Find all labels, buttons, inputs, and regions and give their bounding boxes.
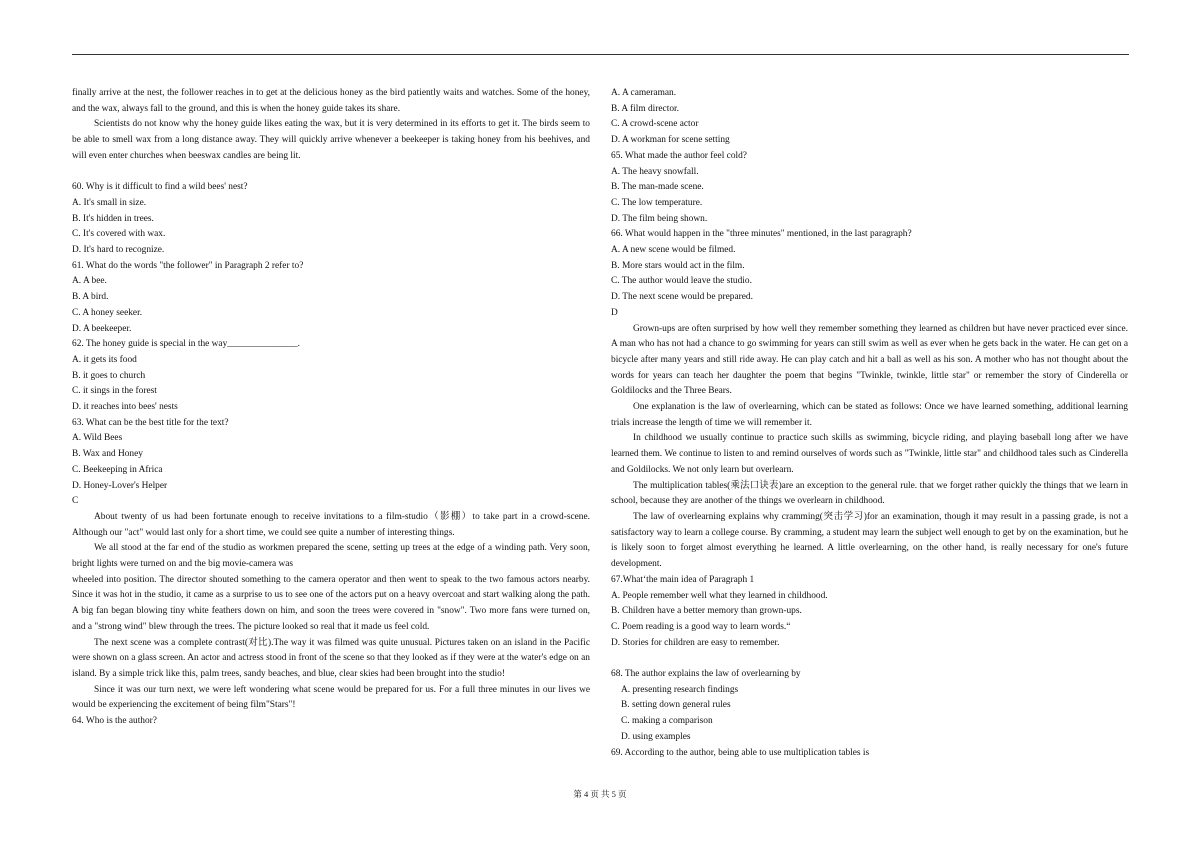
option: C. It's covered with wax.	[72, 229, 166, 240]
page-footer: 第 4 页 共 5 页	[573, 789, 627, 799]
right-column	[611, 86, 1128, 761]
question-61	[72, 259, 590, 338]
question-65-stem: 65. What made the author feel cold?	[611, 150, 747, 161]
option: B. A film director.	[611, 103, 679, 114]
question-67	[611, 573, 1128, 652]
question-63	[72, 416, 590, 495]
option: C. A crowd-scene actor	[611, 119, 699, 130]
option: A. People remember well what they learned in childhood.	[611, 590, 828, 601]
question-68	[611, 667, 1128, 746]
question-64-options	[611, 86, 1128, 149]
question-66-stem: 66. What would happen in the "three minutes" mentioned, in the last paragraph?	[611, 229, 912, 240]
question-69-stem: 69. According to the author, being able to use multiplication tables is	[611, 747, 870, 758]
option: D. it reaches into bees' nests	[72, 402, 178, 413]
question-66	[611, 227, 1128, 306]
question-68-stem: 68. The author explains the law of overlearning by	[611, 669, 801, 679]
option: B. Wax and Honey	[72, 449, 143, 460]
paragraph-scene-setup-cont: wheeled into position. The director shouted something to the camera operator and then went to speak to the two famous actors nearby. Since it was hot in the studio, it came as a surprise to us to see one of the actors put on a heavy overcoat and start walking along the path. A big fan began blowing tiny white feathers down on him, and soon the trees were covered in "snow". Two more fans were turned on, and a "strong wind" blew through the trees. The picture looked so real that it made us feel cold.	[72, 574, 590, 632]
question-62	[72, 337, 590, 416]
question-60-stem: 60. Why is it difficult to find a wild bees' nest?	[72, 182, 248, 193]
option: A. presenting research findings	[621, 684, 739, 695]
option: B. Children have a better memory than grown-ups.	[611, 606, 802, 617]
option: B. it goes to church	[72, 370, 146, 381]
option: B. More stars would act in the film.	[611, 260, 745, 271]
option: D. using examples	[621, 731, 691, 742]
question-64-stem: 64. Who is the author?	[72, 716, 157, 727]
paragraph-scene-setup: We all stood at the far end of the studio as workmen prepared the scene, setting up trees at the edge of a winding path. Very soon, bright lights were turned on and the big movie-camera was	[72, 543, 590, 570]
paragraph-childhood: In childhood we usually continue to practice such skills as swimming, bicycle riding, and playing baseball long after we have learned them. We continue to listen to and remind ourselves of words such as "Twinkle, little star" and childhood tales such as Cinderella and Goldilocks. We not only learn but overlearn.	[611, 433, 1128, 475]
header-rule	[72, 54, 1129, 55]
paragraph-our-turn: Since it was our turn next, we were left wondering what scene would be prepared for us. For a full three minutes in our lives we would be experiencing the excitement of being film"Stars"!	[72, 684, 590, 711]
option: C. The low temperature.	[611, 197, 703, 208]
option: C. it sings in the forest	[72, 386, 157, 397]
paragraph-scientists: Scientists do not know why the honey guide likes eating the wax, but it is very determined in its efforts to get it. The birds seem to be able to smell wax from a long distance away. They will quickly arrive whenever a beekeeper is taking honey from his beehives, and will even enter churches when beeswax candles are being lit.	[72, 119, 590, 161]
option: A. A cameraman.	[611, 88, 677, 98]
question-63-stem: 63. What can be the best title for the text?	[72, 417, 229, 428]
section-label-d: D	[611, 307, 618, 318]
option: D. A beekeeper.	[72, 323, 132, 334]
paragraph-overlearning-law: One explanation is the law of overlearning, which can be stated as follows: Once we have learned something, additional learning trials increase the length of time we will remember it.	[611, 402, 1128, 428]
option: A. The heavy snowfall.	[611, 166, 699, 177]
question-60	[72, 180, 590, 259]
paragraph-multiplication: The multiplication tables(乘法口诀表)are an exception to the general rule. that we forget rather quickly the things that we learn in school, because they are another of the things we overlearn in childhood.	[611, 480, 1128, 507]
paragraph-grown-ups: Grown-ups are often surprised by how well they remember something they learned as children but have never practiced ever since. A man who has not had a chance to go swimming for years can still swim as well as ever when he gets back in the water. He can get on a bicycle after many years and still ride away. He can play catch and hit a ball as well as his son. A mother who has not thought about the words for years can teach her daughter the poem that begins "Twinkle, twinkle, little star" or remember the story of Cinderella or Goldilocks and the Three Bears.	[611, 323, 1128, 397]
section-label-c: C	[72, 496, 79, 507]
paragraph-honey-nest: finally arrive at the nest, the follower reaches in to get at the delicious honey as the bird patiently waits and watches. Some of the honey, and the wax, always fall to the ground, and this is when the honey guide takes its share.	[72, 88, 590, 114]
option: B. A bird.	[72, 292, 109, 303]
option: B. The man-made scene.	[611, 182, 704, 193]
option: D. It's hard to recognize.	[72, 245, 165, 256]
question-61-stem: 61. What do the words "the follower" in Paragraph 2 refer to?	[72, 260, 304, 271]
option: A. It's small in size.	[72, 197, 147, 208]
option: C. Beekeeping in Africa	[72, 464, 163, 475]
option: B. setting down general rules	[621, 700, 731, 711]
option: D. Honey-Lover's Helper	[72, 480, 168, 491]
option: D. The next scene would be prepared.	[611, 292, 753, 303]
option: C. making a comparison	[621, 716, 713, 727]
option: A. A new scene would be filmed.	[611, 245, 736, 256]
option: D. A workman for scene setting	[611, 135, 730, 146]
option: C. Poem reading is a good way to learn words.“	[611, 621, 791, 632]
option: C. The author would leave the studio.	[611, 276, 752, 287]
option: A. Wild Bees	[72, 433, 123, 444]
question-65	[611, 149, 1128, 228]
paragraph-film-studio: About twenty of us had been fortunate enough to receive invitations to a film-studio（影棚）to take part in a crowd-scene. Although our "act" would last only for a short time, we could see quite a number of interesting things.	[72, 511, 590, 538]
option: B. It's hidden in trees.	[72, 213, 154, 224]
left-column	[72, 86, 590, 730]
paragraph-cramming: The law of overlearning explains why cramming(突击学习)for an examination, though it may result in a passing grade, is not a satisfactory way to learn a college course. By cramming, a student may learn the subject well enough to get by on the examination, but he is likely soon to forget almost everything he learned. A little overlearning, on the other hand, is really necessary for one's future development.	[611, 511, 1128, 570]
option: A. A bee.	[72, 276, 107, 287]
option: D. Stories for children are easy to remember.	[611, 637, 780, 648]
option: C. A honey seeker.	[72, 307, 143, 318]
option: D. The film being shown.	[611, 213, 708, 224]
option: A. it gets its food	[72, 354, 137, 365]
paragraph-contrast: The next scene was a complete contrast(对比).The way it was filmed was quite unusual. Pictures taken on an island in the Pacific were shown on a glass screen. An actor and actress stood in front of the scene so that they looked as if they were at the water's edge on an island. By a simple trick like this, palm trees, sandy beaches, and blue, clear skies had been brought into the studio!	[72, 637, 590, 679]
question-62-stem: 62. The honey guide is special in the way_______________.	[72, 339, 300, 350]
question-67-stem: 67.What‘the main idea of Paragraph 1	[611, 574, 755, 585]
